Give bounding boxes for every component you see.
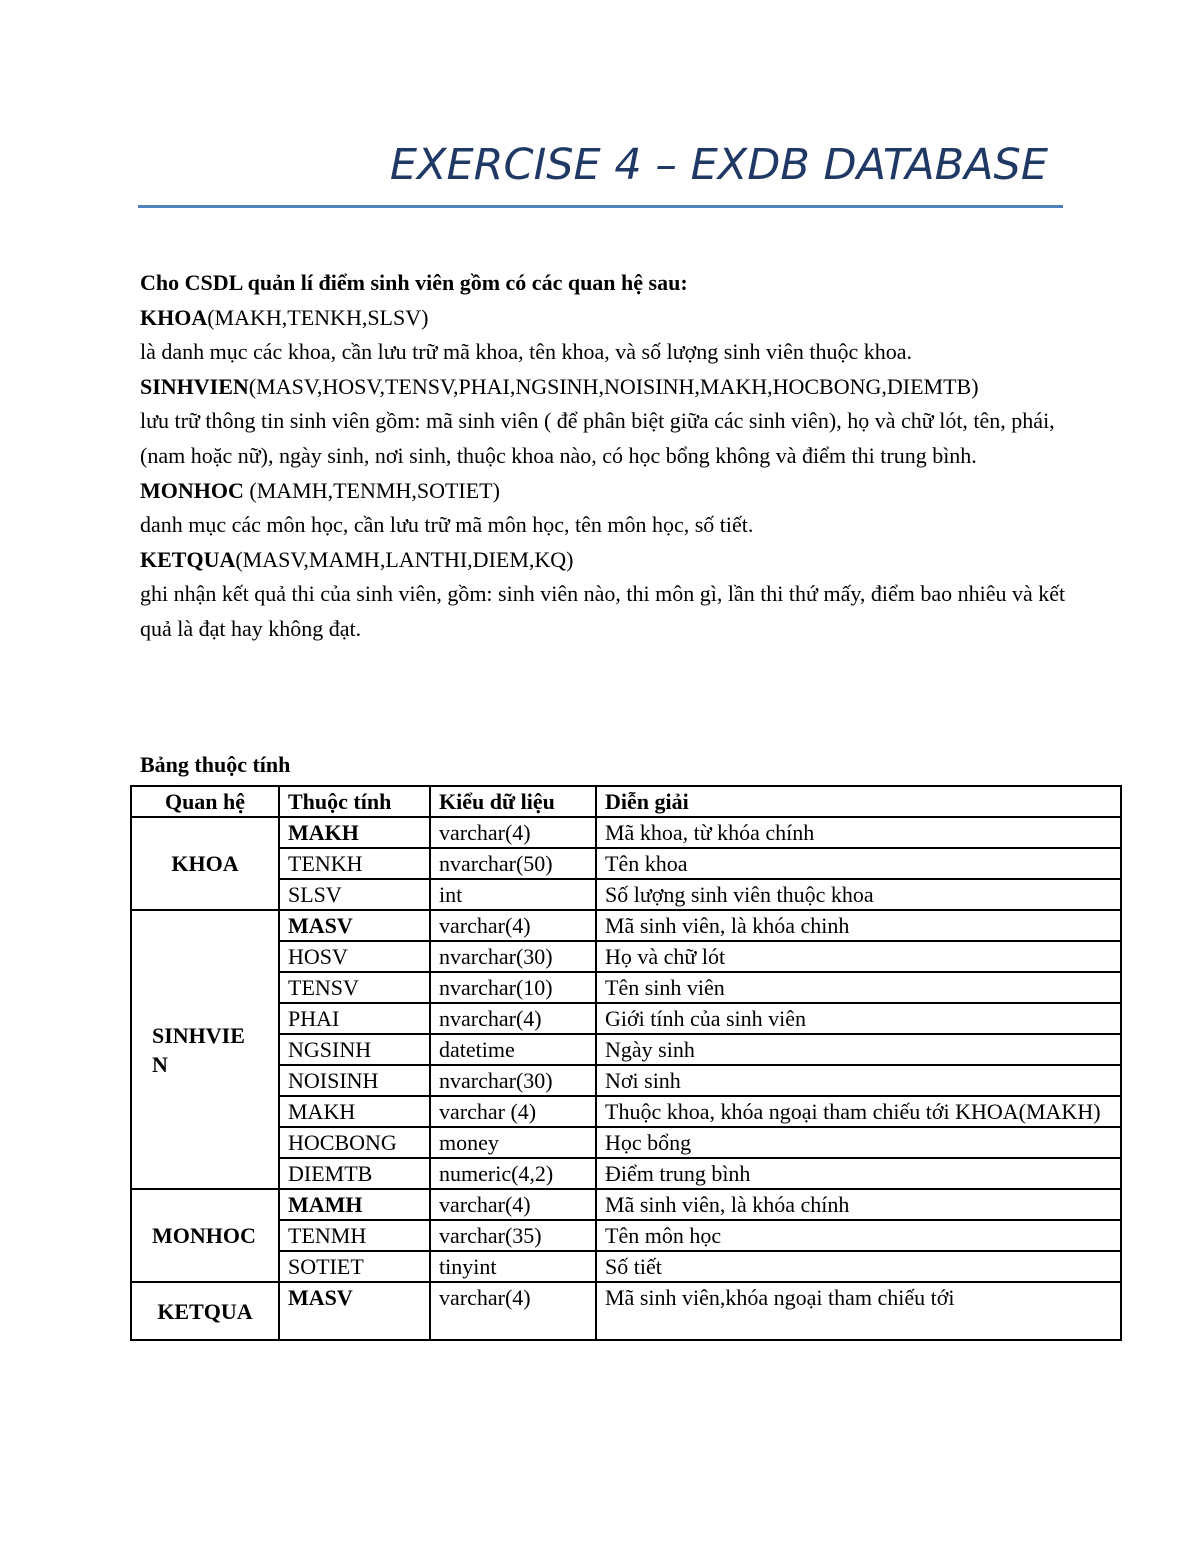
datatype-cell: varchar(4) xyxy=(430,1282,596,1340)
table-row xyxy=(131,1127,1121,1158)
table-row xyxy=(131,848,1121,879)
attribute-cell: MASV xyxy=(279,910,430,941)
description-cell: Mã khoa, từ khóa chính xyxy=(596,817,1121,848)
description-cell: Giới tính của sinh viên xyxy=(596,1003,1121,1034)
datatype-cell: varchar(4) xyxy=(430,910,596,941)
attribute-cell: NGSINH xyxy=(279,1034,430,1065)
datatype-cell: int xyxy=(430,879,596,910)
attribute-cell: PHAI xyxy=(279,1003,430,1034)
description-cell: Tên môn học xyxy=(596,1220,1121,1251)
table-row xyxy=(131,972,1121,1003)
table-row xyxy=(131,879,1121,910)
table-row xyxy=(131,941,1121,972)
description-cell: Mã sinh viên,khóa ngoại tham chiếu tới xyxy=(596,1282,1121,1340)
description-block xyxy=(140,266,1070,647)
title-underline xyxy=(138,205,1063,208)
relation-schema-monhoc: MONHOC (MAMH,TENMH,SOTIET) xyxy=(140,477,500,503)
table-row xyxy=(131,1003,1121,1034)
datatype-cell: varchar(4) xyxy=(430,817,596,848)
description-cell: Nơi sinh xyxy=(596,1065,1121,1096)
relation-cell-khoa: KHOA xyxy=(131,817,279,910)
attribute-cell: MASV xyxy=(279,1282,430,1340)
datatype-cell: varchar(4) xyxy=(430,1189,596,1220)
relation-desc-monhoc: danh mục các môn học, cần lưu trữ mã môn học, tên môn học, số tiết. xyxy=(140,512,754,538)
table-row xyxy=(131,1158,1121,1189)
description-cell: Thuộc khoa, khóa ngoại tham chiếu tới KHOA(MAKH) xyxy=(596,1096,1121,1127)
table-row xyxy=(131,1282,1121,1340)
attribute-cell: TENMH xyxy=(279,1220,430,1251)
table-row xyxy=(131,1251,1121,1282)
relation-desc-khoa: là danh mục các khoa, cần lưu trữ mã khoa, tên khoa, và số lượng sinh viên thuộc khoa. xyxy=(140,339,912,365)
relation-schema-ketqua: KETQUA(MASV,MAMH,LANTHI,DIEM,KQ) xyxy=(140,546,574,572)
intro-text: Cho CSDL quản lí điểm sinh viên gồm có các quan hệ sau: xyxy=(140,270,688,295)
relation-cell-ketqua: KETQUA xyxy=(131,1282,279,1340)
header-attribute: Thuộc tính xyxy=(279,786,430,817)
datatype-cell: varchar (4) xyxy=(430,1096,596,1127)
datatype-cell: numeric(4,2) xyxy=(430,1158,596,1189)
table-row xyxy=(131,1220,1121,1251)
header-description: Diễn giải xyxy=(596,786,1121,817)
table-caption: Bảng thuộc tính xyxy=(140,752,291,777)
attribute-cell: HOSV xyxy=(279,941,430,972)
datatype-cell: varchar(35) xyxy=(430,1220,596,1251)
datatype-cell: nvarchar(30) xyxy=(430,1065,596,1096)
relation-cell-monhoc: MONHOC xyxy=(131,1189,279,1282)
attribute-cell: NOISINH xyxy=(279,1065,430,1096)
table-row xyxy=(131,1096,1121,1127)
table-row xyxy=(131,817,1121,848)
description-cell: Họ và chữ lót xyxy=(596,941,1121,972)
datatype-cell: nvarchar(30) xyxy=(430,941,596,972)
attribute-cell: TENSV xyxy=(279,972,430,1003)
table-row xyxy=(131,1189,1121,1220)
datatype-cell: nvarchar(4) xyxy=(430,1003,596,1034)
attribute-cell: SLSV xyxy=(279,879,430,910)
description-cell: Mã sinh viên, là khóa chính xyxy=(596,1189,1121,1220)
attribute-cell: HOCBONG xyxy=(279,1127,430,1158)
description-cell: Số lượng sinh viên thuộc khoa xyxy=(596,879,1121,910)
datatype-cell: datetime xyxy=(430,1034,596,1065)
description-cell: Mã sinh viên, là khóa chinh xyxy=(596,910,1121,941)
attribute-cell: DIEMTB xyxy=(279,1158,430,1189)
table-row xyxy=(131,1034,1121,1065)
relation-cell-sinhvien: SINHVIEN xyxy=(131,910,279,1189)
description-cell: Điểm trung bình xyxy=(596,1158,1121,1189)
datatype-cell: nvarchar(10) xyxy=(430,972,596,1003)
description-cell: Số tiết xyxy=(596,1251,1121,1282)
datatype-cell: money xyxy=(430,1127,596,1158)
header-relation: Quan hệ xyxy=(131,786,279,817)
description-cell: Tên khoa xyxy=(596,848,1121,879)
page-title: EXERCISE 4 – EXDB DATABASE xyxy=(389,140,1048,190)
datatype-cell: tinyint xyxy=(430,1251,596,1282)
table-header-row xyxy=(131,786,1121,817)
attribute-cell: MAMH xyxy=(279,1189,430,1220)
attribute-cell: MAKH xyxy=(279,817,430,848)
description-cell: Học bổng xyxy=(596,1127,1121,1158)
table-row xyxy=(131,910,1121,941)
relation-schema-khoa: KHOA(MAKH,TENKH,SLSV) xyxy=(140,304,429,330)
relation-desc-sinhvien: lưu trữ thông tin sinh viên gồm: mã sinh viên ( để phân biệt giữa các sinh viên), họ và chữ lót, tên, phái,(nam hoặc nữ), ngày sinh, nơi sinh, thuộc khoa nào, có học bổng không và điểm thi trung bình. xyxy=(140,408,1055,468)
relation-desc-ketqua: ghi nhận kết quả thi của sinh viên, gồm: sinh viên nào, thi môn gì, lần thi thứ mấy, điểm bao nhiêu và kết quả là đạt hay không đạt. xyxy=(140,581,1066,641)
attribute-table xyxy=(130,785,1122,1341)
table-row xyxy=(131,1065,1121,1096)
datatype-cell: nvarchar(50) xyxy=(430,848,596,879)
attribute-cell: MAKH xyxy=(279,1096,430,1127)
attribute-cell: TENKH xyxy=(279,848,430,879)
header-datatype: Kiểu dữ liệu xyxy=(430,786,596,817)
description-cell: Ngày sinh xyxy=(596,1034,1121,1065)
relation-schema-sinhvien: SINHVIEN(MASV,HOSV,TENSV,PHAI,NGSINH,NOISINH,MAKH,HOCBONG,DIEMTB) xyxy=(140,373,979,399)
attribute-cell: SOTIET xyxy=(279,1251,430,1282)
description-cell: Tên sinh viên xyxy=(596,972,1121,1003)
